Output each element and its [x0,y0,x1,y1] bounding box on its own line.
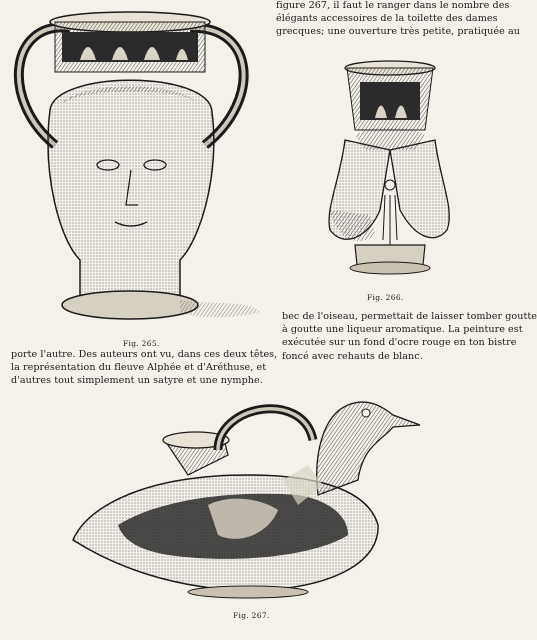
figure-265-illustration [0,0,270,335]
figure-267-illustration [68,385,428,595]
figure-265-caption: Fig. 265. [123,339,160,348]
figure-267-caption: Fig. 267. [233,611,270,620]
text-line: porte l'autre. Des auteurs ont vu, dans ces deux têtes, [11,349,278,360]
text-block-top-right [276,0,520,39]
text-line: d'autres tout simplement un satyre et une nymphe. [11,375,263,387]
text-line: à goutte une liqueur aromatique. La peinture est [282,324,523,336]
text-line: bec de l'oiseau, permettait de laisser tomber goutte [282,311,537,322]
text-block-mid-left [11,348,278,388]
text-block-mid-right [282,310,537,363]
text-line: exécutée sur un fond d'ocre rouge en ton bistre [282,337,517,349]
figure-266-caption: Fig. 266. [367,293,404,302]
text-line: élégants accessoires de la toilette des dames [276,13,498,25]
text-line: figure 267, il faut le ranger dans le nombre des [276,0,510,11]
text-line: grecques; une ouverture très petite, pratiquée au [276,26,520,38]
figure-266-illustration [315,60,465,285]
text-line: la représentation du fleuve Alphée et d'Aréthuse, et [11,362,267,374]
text-line: foncé avec rehauts de blanc. [282,350,423,362]
